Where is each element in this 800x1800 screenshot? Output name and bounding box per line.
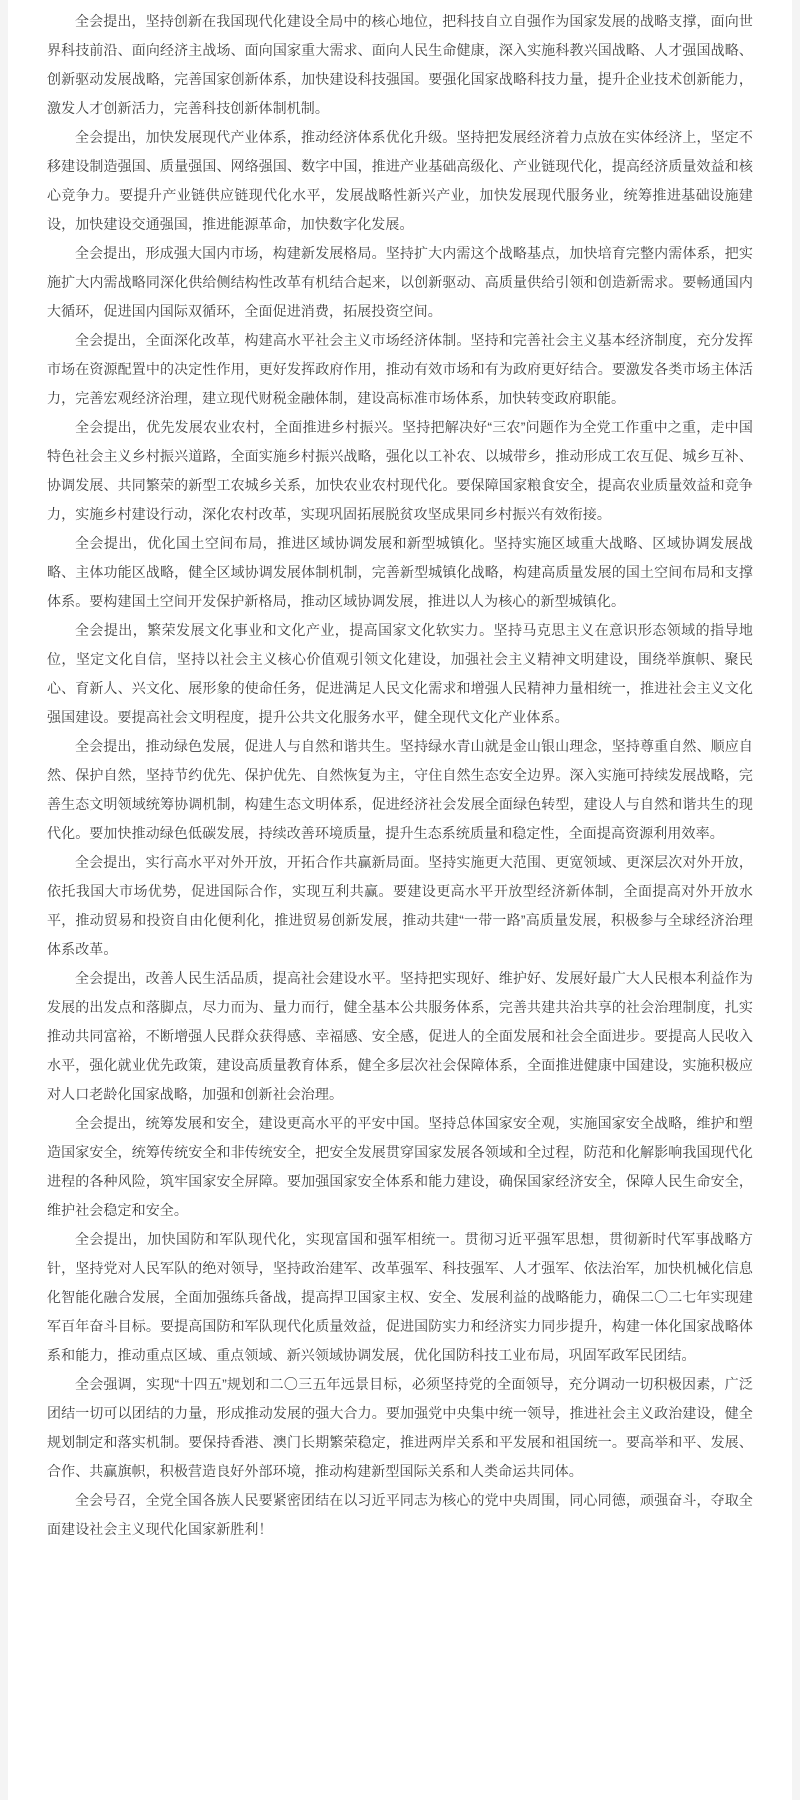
paragraph-opening-up: 全会提出，实行高水平对外开放，开拓合作共赢新局面。坚持实施更大范围、更宽领域、更深层次对外开放，依托我国大市场优势，促进国际合作，实现互利共赢。要建设更高水平开放型经济新体制，全面提高对外开放水平，推动贸易和投资自由化便利化，推进贸易创新发展，推动共建“一带一路”高质量发展，积极参与全球经济治理体系改革。 (47, 854, 753, 957)
paragraph-domestic-market: 全会提出，形成强大国内市场，构建新发展格局。坚持扩大内需这个战略基点，加快培育完整内需体系，把实施扩大内需战略同深化供给侧结构性改革有机结合起来，以创新驱动、高质量供给引领和创造新需求。要畅通国内大循环，促进国内国际双循环，全面促进消费，拓展投资空间。 (47, 245, 753, 319)
paragraph-regional-development: 全会提出，优化国土空间布局，推进区域协调发展和新型城镇化。坚持实施区域重大战略、区域协调发展战略、主体功能区战略，健全区域协调发展体制机制，完善新型城镇化战略，构建高质量发展的国土空间布局和支撑体系。要构建国土空间开发保护新格局，推动区域协调发展，推进以人为核心的新型城镇化。 (47, 535, 753, 609)
paragraph-reform: 全会提出，全面深化改革，构建高水平社会主义市场经济体制。坚持和完善社会主义基本经济制度，充分发挥市场在资源配置中的决定性作用，更好发挥政府作用，推动有效市场和有为政府更好结合。要激发各类市场主体活力，完善宏观经济治理，建立现代财税金融体制，建设高标准市场体系，加快转变政府职能。 (47, 332, 753, 406)
paragraph-innovation: 全会提出，坚持创新在我国现代化建设全局中的核心地位，把科技自立自强作为国家发展的战略支撑，面向世界科技前沿、面向经济主战场、面向国家重大需求、面向人民生命健康，深入实施科教兴国战略、人才强国战略、创新驱动发展战略，完善国家创新体系，加快建设科技强国。要强化国家战略科技力量，提升企业技术创新能力，激发人才创新活力，完善科技创新体制机制。 (47, 13, 753, 116)
paragraph-call-to-action: 全会号召，全党全国各族人民要紧密团结在以习近平同志为核心的党中央周围，同心同德，顽强奋斗，夺取全面建设社会主义现代化国家新胜利！ (47, 1492, 753, 1537)
paragraph-national-defense: 全会提出，加快国防和军队现代化，实现富国和强军相统一。贯彻习近平强军思想，贯彻新时代军事战略方针，坚持党对人民军队的绝对领导，坚持政治建军、改革强军、科技强军、人才强军、依法治军，加快机械化信息化智能化融合发展，全面加强练兵备战，提高捍卫国家主权、安全、发展利益的战略能力，确保二〇二七年实现建军百年奋斗目标。要提高国防和军队现代化质量效益，促进国防实力和经济实力同步提升，构建一体化国家战略体系和能力，推动重点区域、重点领域、新兴领域协调发展，优化国防科技工业布局，巩固军政军民团结。 (47, 1231, 753, 1363)
document-page (8, 0, 792, 1800)
communique-text (47, 7, 753, 1544)
paragraph-security: 全会提出，统筹发展和安全，建设更高水平的平安中国。坚持总体国家安全观，实施国家安全战略，维护和塑造国家安全，统筹传统安全和非传统安全，把安全发展贯穿国家发展各领域和全过程，防范和化解影响我国现代化进程的各种风险，筑牢国家安全屏障。要加强国家安全体系和能力建设，确保国家经济安全，保障人民生命安全，维护社会稳定和安全。 (47, 1115, 753, 1218)
paragraph-livelihood: 全会提出，改善人民生活品质，提高社会建设水平。坚持把实现好、维护好、发展好最广大人民根本利益作为发展的出发点和落脚点，尽力而为、量力而行，健全基本公共服务体系，完善共建共治共享的社会治理制度，扎实推动共同富裕，不断增强人民群众获得感、幸福感、安全感，促进人的全面发展和社会全面进步。要提高人民收入水平，强化就业优先政策，建设高质量教育体系，健全多层次社会保障体系，全面推进健康中国建设，实施积极应对人口老龄化国家战略，加强和创新社会治理。 (47, 970, 753, 1102)
paragraph-rural-revitalization: 全会提出，优先发展农业农村，全面推进乡村振兴。坚持把解决好“三农”问题作为全党工作重中之重，走中国特色社会主义乡村振兴道路，全面实施乡村振兴战略，强化以工补农、以城带乡，推动形成工农互促、城乡互补、协调发展、共同繁荣的新型工农城乡关系，加快农业农村现代化。要保障国家粮食安全，提高农业质量效益和竞争力，实施乡村建设行动，深化农村改革，实现巩固拓展脱贫攻坚成果同乡村振兴有效衔接。 (47, 419, 753, 522)
paragraph-party-leadership: 全会强调，实现“十四五”规划和二〇三五年远景目标，必须坚持党的全面领导，充分调动一切积极因素，广泛团结一切可以团结的力量，形成推动发展的强大合力。要加强党中央集中统一领导，推进社会主义政治建设，健全规划制定和落实机制。要保持香港、澳门长期繁荣稳定，推进两岸关系和平发展和祖国统一。要高举和平、发展、合作、共赢旗帜，积极营造良好外部环境，推动构建新型国际关系和人类命运共同体。 (47, 1376, 753, 1479)
paragraph-green-development: 全会提出，推动绿色发展，促进人与自然和谐共生。坚持绿水青山就是金山银山理念，坚持尊重自然、顺应自然、保护自然，坚持节约优先、保护优先、自然恢复为主，守住自然生态安全边界。深入实施可持续发展战略，完善生态文明领域统筹协调机制，构建生态文明体系，促进经济社会发展全面绿色转型，建设人与自然和谐共生的现代化。要加快推动绿色低碳发展，持续改善环境质量，提升生态系统质量和稳定性，全面提高资源利用效率。 (47, 738, 753, 841)
paragraph-industry: 全会提出，加快发展现代产业体系，推动经济体系优化升级。坚持把发展经济着力点放在实体经济上，坚定不移建设制造强国、质量强国、网络强国、数字中国，推进产业基础高级化、产业链现代化，提高经济质量效益和核心竞争力。要提升产业链供应链现代化水平，发展战略性新兴产业，加快发展现代服务业，统筹推进基础设施建设，加快建设交通强国，推进能源革命，加快数字化发展。 (47, 129, 753, 232)
paragraph-culture: 全会提出，繁荣发展文化事业和文化产业，提高国家文化软实力。坚持马克思主义在意识形态领域的指导地位，坚定文化自信，坚持以社会主义核心价值观引领文化建设，加强社会主义精神文明建设，围绕举旗帜、聚民心、育新人、兴文化、展形象的使命任务，促进满足人民文化需求和增强人民精神力量相统一，推进社会主义文化强国建设。要提高社会文明程度，提升公共文化服务水平，健全现代文化产业体系。 (47, 622, 753, 725)
